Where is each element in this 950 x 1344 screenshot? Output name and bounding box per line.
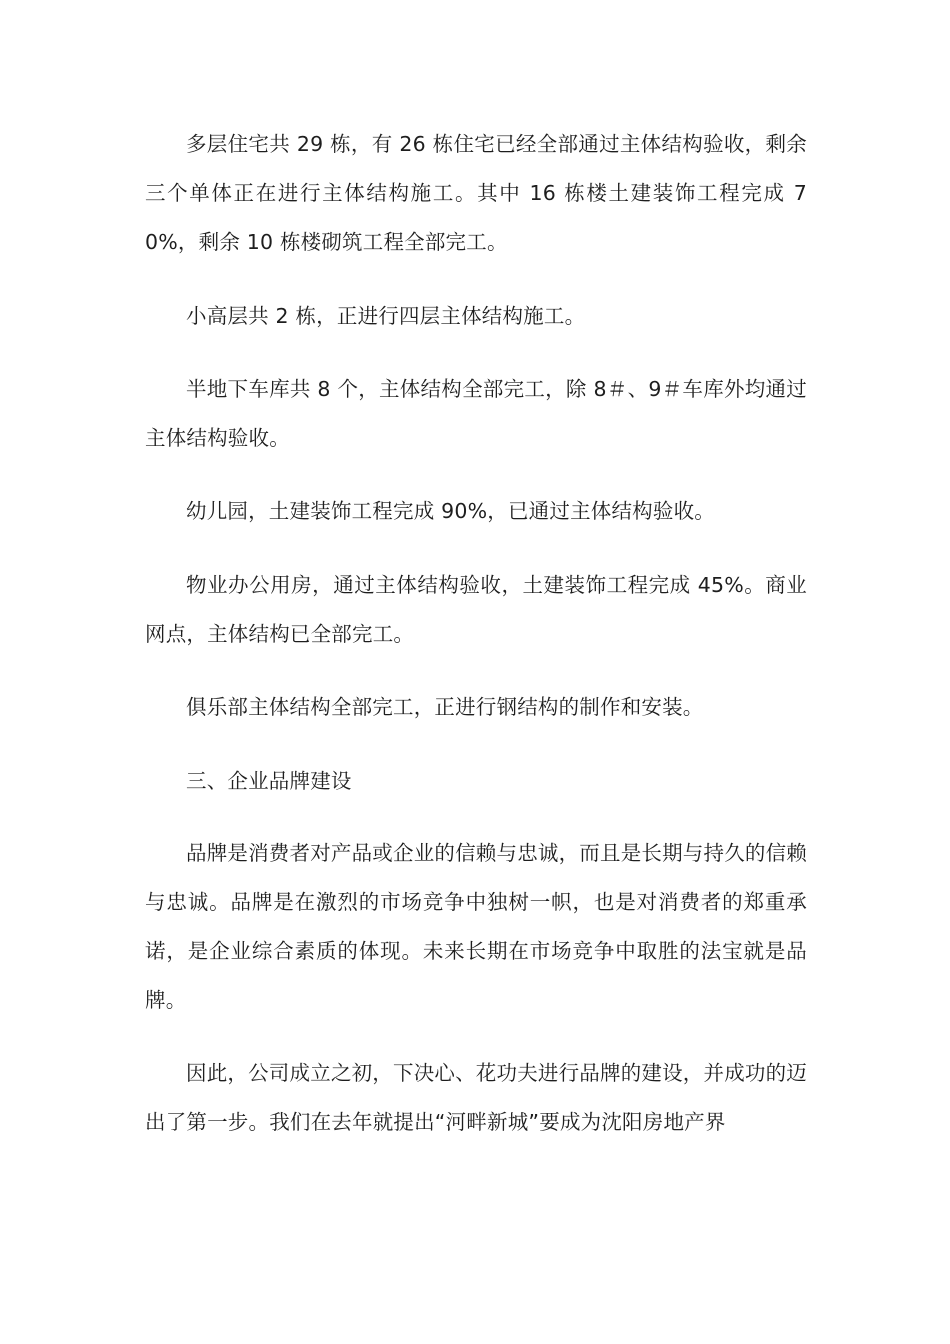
paragraph-property-office: 物业办公用房，通过主体结构验收，土建装饰工程完成 45%。商业网点，主体结构已全部完工。 xyxy=(145,573,807,646)
paragraph-multistory-residential: 多层住宅共 29 栋，有 26 栋住宅已经全部通过主体结构验收，剩余三个单体正在进行主体结构施工。其中 16 栋楼土建装饰工程完成 70%，剩余 10 栋楼砌筑工程全部完工。 xyxy=(145,132,807,254)
paragraph-clubhouse: 俱乐部主体结构全部完工，正进行钢结构的制作和安装。 xyxy=(186,695,704,719)
paragraph-brand-definition: 品牌是消费者对产品或企业的信赖与忠诚，而且是长期与持久的信赖与忠诚。品牌是在激烈的市场竞争中独树一帜，也是对消费者的郑重承诺，是企业综合素质的体现。未来长期在市场竞争中取胜的法宝就是品牌。 xyxy=(145,841,807,1012)
paragraph-high-rise: 小高层共 2 栋，正进行四层主体结构施工。 xyxy=(186,304,586,328)
paragraph-garage: 半地下车库共 8 个，主体结构全部完工，除 8＃、9＃车库外均通过主体结构验收。 xyxy=(145,377,807,450)
paragraph-kindergarten: 幼儿园，土建装饰工程完成 90%，已通过主体结构验收。 xyxy=(186,499,715,523)
paragraph-company-brand: 因此，公司成立之初，下决心、花功夫进行品牌的建设，并成功的迈出了第一步。我们在去年就提出“河畔新城”要成为沈阳房地产界 xyxy=(145,1061,807,1134)
section-heading-brand-building: 三、企业品牌建设 xyxy=(186,769,352,793)
